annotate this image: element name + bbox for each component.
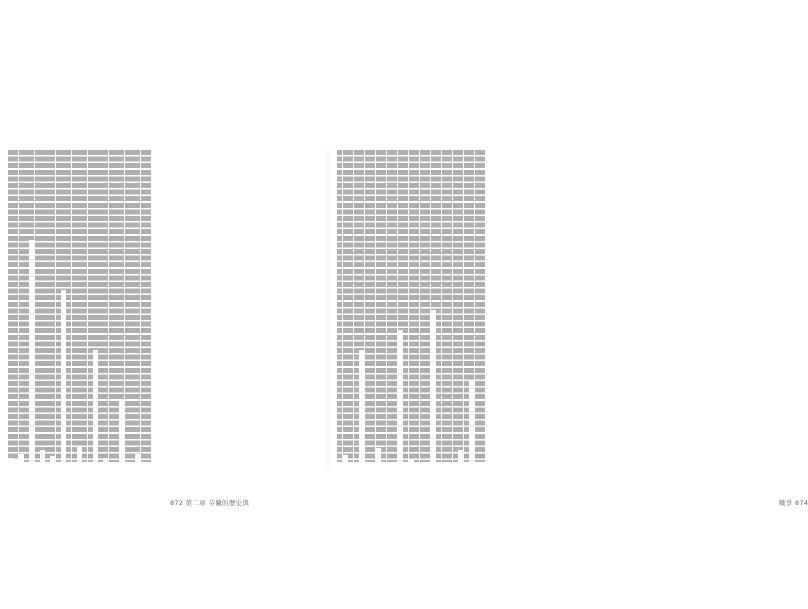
- left-page-text-column: [109, 150, 114, 462]
- right-page-text-column: [354, 150, 359, 462]
- left-page-text-column: [13, 150, 18, 460]
- left-page-text-column: [29, 150, 34, 240]
- right-page-text-column: [480, 150, 485, 462]
- right-page-text-column: [343, 150, 348, 455]
- left-page-text-column: [24, 150, 29, 462]
- right-page-folio: 戰爭 874: [779, 499, 808, 507]
- right-page-text-column: [425, 150, 430, 462]
- right-page-text-column: [348, 150, 353, 462]
- left-page-text-column: [61, 150, 66, 290]
- left-page-text-column: [135, 150, 140, 454]
- right-page-text-column: [458, 150, 463, 450]
- left-page: [0, 0, 327, 609]
- right-page-text-block: [337, 150, 486, 466]
- left-page-text-column: [72, 150, 77, 462]
- left-page-text-column: [8, 150, 13, 458]
- right-page-text-column: [387, 150, 392, 462]
- left-page-text-column: [146, 150, 151, 462]
- left-page-text-column: [40, 150, 45, 450]
- left-page-text-column: [35, 150, 40, 462]
- left-page-text-column: [56, 150, 61, 462]
- right-page-text-column: [469, 150, 474, 380]
- right-page-text-column: [392, 150, 397, 462]
- left-page-text-block: [8, 150, 151, 466]
- right-page-text-column: [464, 150, 469, 462]
- left-page-text-column: [45, 150, 50, 462]
- left-page-text-column: [130, 150, 135, 462]
- left-page-text-column: [66, 150, 71, 462]
- right-page-text-column: [376, 150, 381, 448]
- right-page-text-column: [475, 150, 480, 462]
- right-page-text-column: [414, 150, 419, 462]
- left-page-text-column: [114, 150, 119, 462]
- left-page-text-column: [103, 150, 108, 458]
- right-page-text-column: [431, 150, 436, 310]
- right-page-text-column: [370, 150, 375, 462]
- right-page-text-column: [337, 150, 342, 462]
- right-page-text-column: [381, 150, 386, 462]
- right-page-text-column: [365, 150, 370, 462]
- right-page-text-column: [436, 150, 441, 462]
- right-page-text-column: [403, 150, 408, 462]
- left-page-text-column: [125, 150, 130, 462]
- left-page-text-column: [82, 150, 87, 462]
- right-page: [327, 0, 808, 609]
- right-page-text-column: [420, 150, 425, 462]
- right-page-text-column: [447, 150, 452, 462]
- right-page-text-column: [442, 150, 447, 462]
- left-page-folio: 872 第二章 芬蘭的歷史與: [170, 499, 250, 507]
- left-page-text-column: [19, 150, 24, 454]
- right-page-text-column: [409, 150, 414, 460]
- left-page-text-column: [98, 150, 103, 462]
- left-page-text-column: [119, 150, 124, 400]
- right-page-text-column: [359, 150, 364, 350]
- left-page-text-column: [77, 150, 82, 446]
- right-page-text-column: [453, 150, 458, 462]
- left-page-text-column: [141, 150, 146, 462]
- left-page-text-column: [93, 150, 98, 350]
- left-page-text-column: [50, 150, 55, 456]
- left-page-text-column: [88, 150, 93, 462]
- right-page-text-column: [398, 150, 403, 330]
